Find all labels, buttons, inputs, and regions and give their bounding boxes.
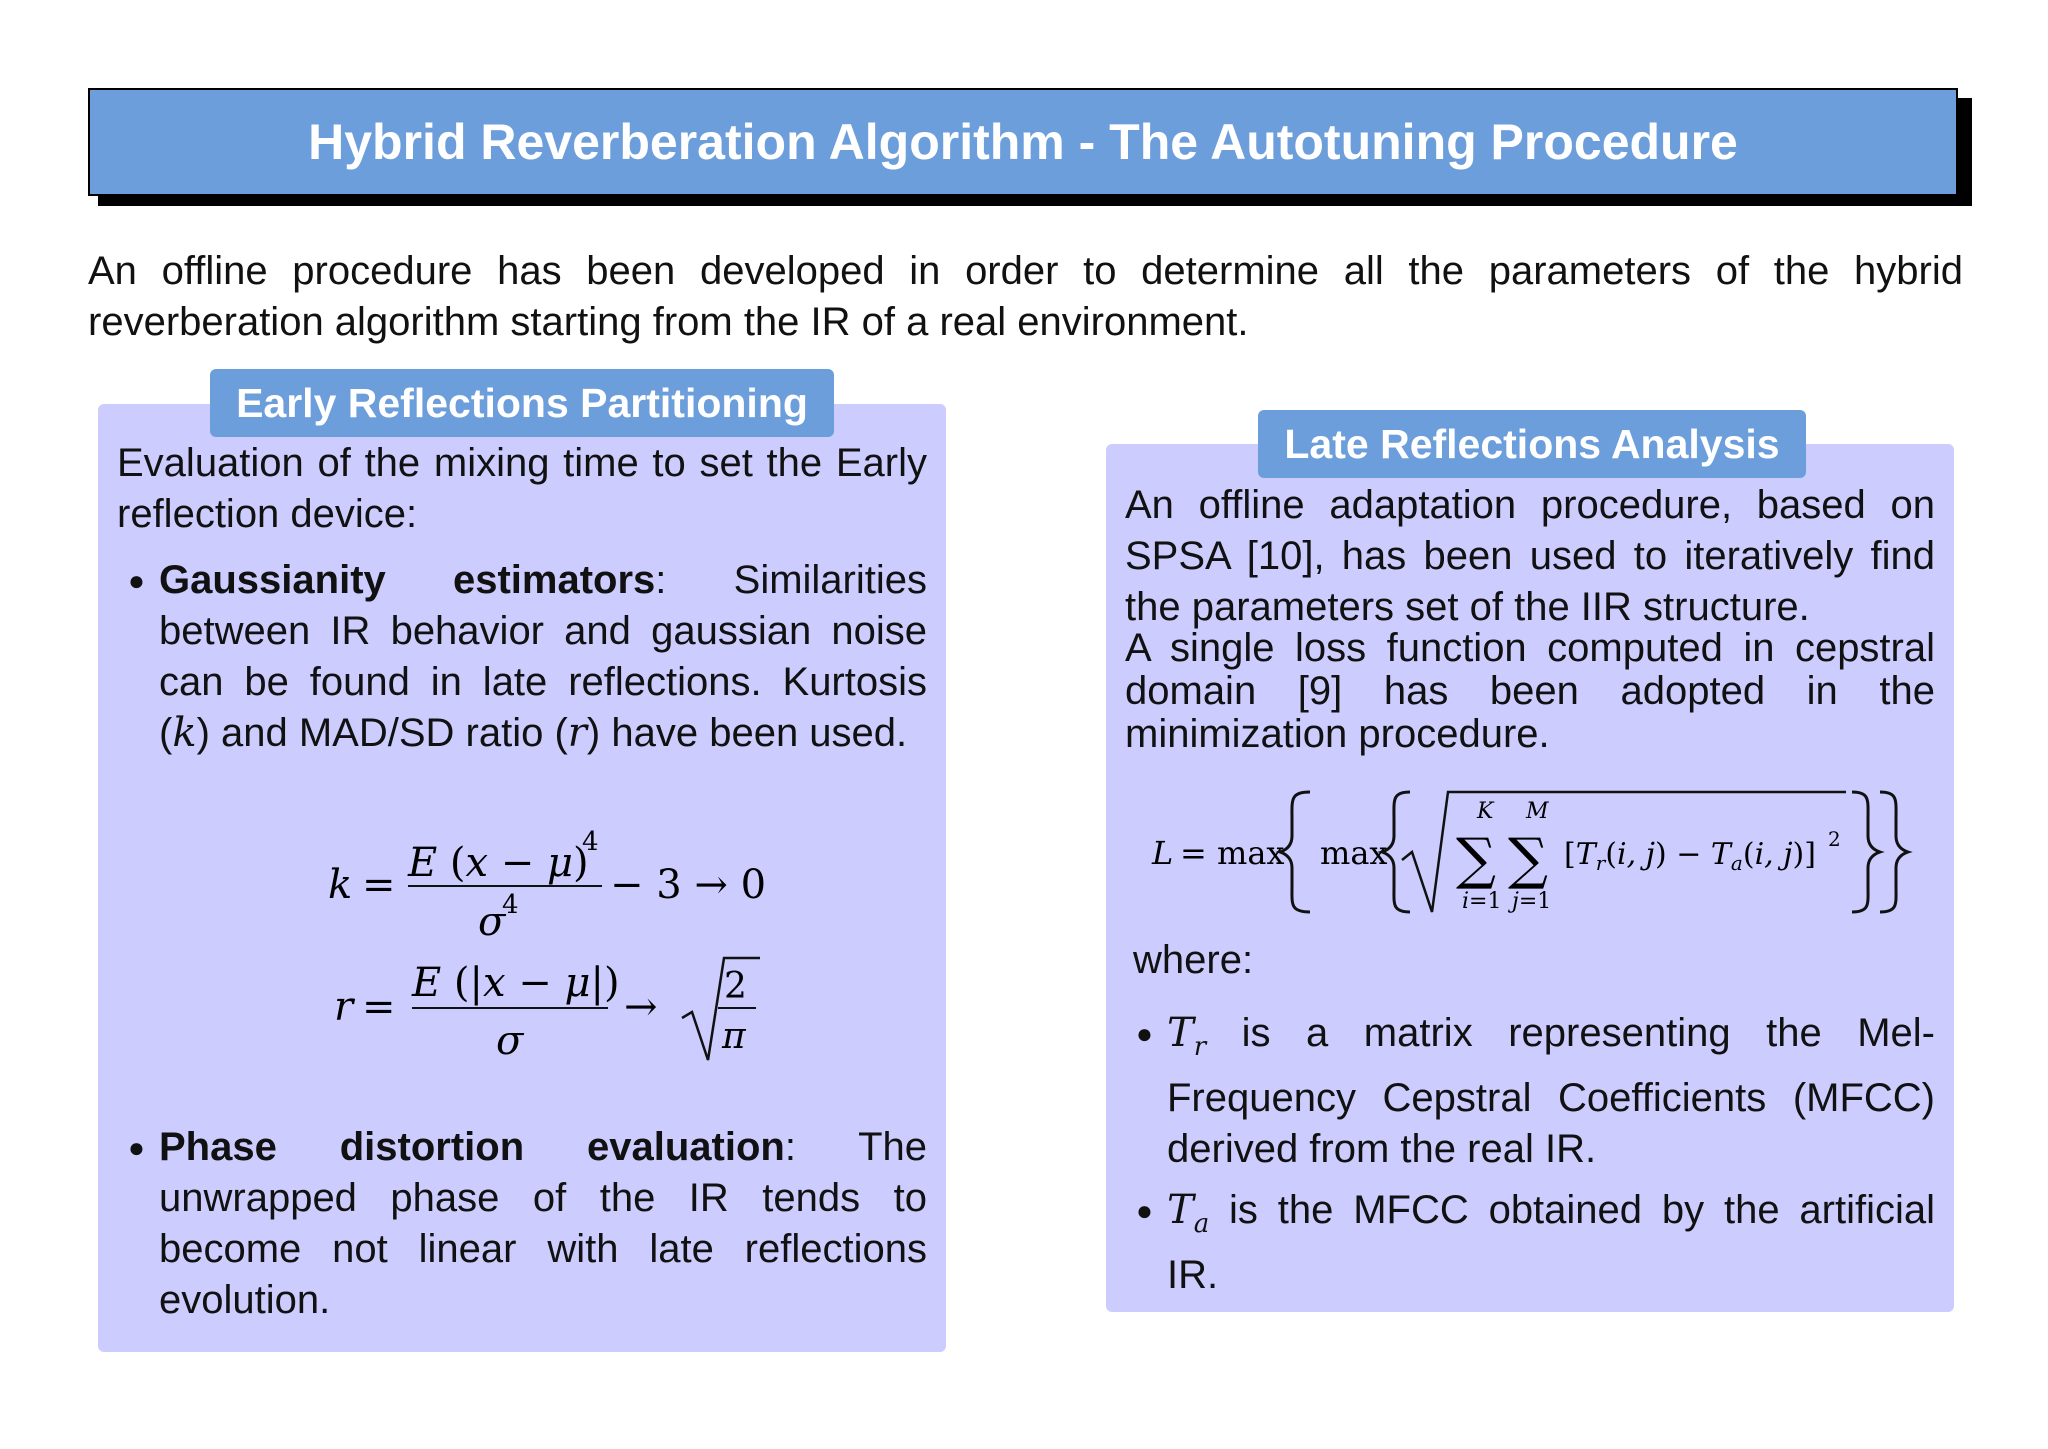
- early-reflections-lead: Evaluation of the mixing time to set the Early reflection device:: [117, 441, 927, 536]
- svg-text:4: 4: [582, 827, 599, 857]
- tr-var: T: [1167, 1010, 1194, 1056]
- tr-sub: r: [1193, 1032, 1207, 1062]
- ta-text: is the MFCC obtained by the artificial IR.: [1167, 1188, 1935, 1297]
- svg-text:2: 2: [724, 966, 747, 1007]
- svg-text:max: max: [1320, 834, 1388, 872]
- svg-text:− 3 → 0: − 3 → 0: [610, 862, 767, 908]
- svg-text:→: →: [624, 984, 658, 1030]
- svg-text:σ: σ: [496, 1018, 524, 1064]
- slide-title-text: Hybrid Reverberation Algorithm - The Autotuning Procedure: [308, 114, 1738, 170]
- early-reflections-heading: Early Reflections Partitioning: [210, 369, 834, 437]
- svg-text:σ: σ: [478, 899, 506, 945]
- svg-text:k: k: [328, 862, 353, 908]
- loss-function-paragraph: A single loss function computed in cepstral domain [9] has been adopted in the minimization procedure.: [1125, 626, 1935, 756]
- ta-sub: a: [1193, 1209, 1210, 1239]
- svg-text:2: 2: [1828, 827, 1841, 851]
- kurtosis-var: k: [172, 710, 197, 756]
- svg-text:∑: ∑: [1508, 827, 1548, 892]
- bullet-dot: ●: [1136, 1195, 1153, 1226]
- phase-distortion-term: Phase distortion evaluation: [159, 1125, 785, 1169]
- ratio-var: r: [567, 710, 587, 756]
- bullet-dot: ●: [128, 1132, 145, 1163]
- svg-text:=: =: [362, 984, 396, 1030]
- phase-distortion-text: : The unwrapped phase of the IR tends to become not linear with late reflections evolution.: [159, 1125, 928, 1322]
- svg-text:j=1: j=1: [1512, 889, 1552, 914]
- svg-text:4: 4: [502, 890, 519, 920]
- svg-text:= max: = max: [1180, 834, 1285, 872]
- gaussianity-term: Gaussianity estimators: [159, 558, 656, 602]
- svg-text:K: K: [1477, 799, 1494, 824]
- svg-text:M: M: [1526, 799, 1549, 824]
- svg-text:L: L: [1152, 834, 1174, 872]
- svg-text:r: r: [334, 984, 354, 1030]
- slide-title: [88, 88, 1958, 196]
- spsa-paragraph: An offline adaptation procedure, based on SPSA [10], has been used to iteratively find the parameters set of the IIR structure.: [1125, 483, 1935, 629]
- gaussianity-bullet: [159, 555, 927, 759]
- late-reflections-heading: Late Reflections Analysis: [1258, 410, 1806, 478]
- where-label: where:: [1133, 938, 1254, 982]
- loss-formula: [1140, 780, 1940, 920]
- ta-var: T: [1167, 1187, 1194, 1233]
- svg-text:i=1: i=1: [1462, 889, 1502, 914]
- svg-text:E (x − μ): E (x − μ): [408, 840, 589, 886]
- svg-text:=: =: [362, 862, 396, 908]
- phase-distortion-bullet: [159, 1122, 927, 1326]
- svg-text:π: π: [722, 1016, 746, 1057]
- svg-text:E (|x − μ|): E (|x − μ|): [412, 960, 620, 1006]
- gaussianity-text-a: : Similarities between IR behavior and gaussian noise can be found in late reflections. Kurtosis (: [159, 558, 927, 755]
- svg-text:[Tr(i, j) − Ta(i, j)]: [$T_r(i$, $j) - T_a(i$, j)]: [1564, 837, 1816, 875]
- gaussianity-text-c: ) have been used.: [586, 711, 908, 755]
- tr-bullet: [1167, 1008, 1935, 1175]
- svg-text:∑: ∑: [1456, 827, 1496, 892]
- tr-text: is a matrix representing the Mel-Frequency Cepstral Coefficients (MFCC) derived from the real IR.: [1167, 1011, 1935, 1171]
- bullet-dot: ●: [128, 565, 145, 596]
- ta-bullet: [1167, 1185, 1935, 1301]
- bullet-dot: ●: [1136, 1018, 1153, 1049]
- mad-sd-formula: [320, 950, 780, 1080]
- gaussianity-text-b: ) and MAD/SD ratio (: [196, 711, 568, 755]
- kurtosis-formula: [320, 820, 780, 950]
- intro-paragraph: An offline procedure has been developed in order to determine all the parameters of the hybrid reverberation algorithm starting from the IR of a real environment.: [88, 249, 1963, 344]
